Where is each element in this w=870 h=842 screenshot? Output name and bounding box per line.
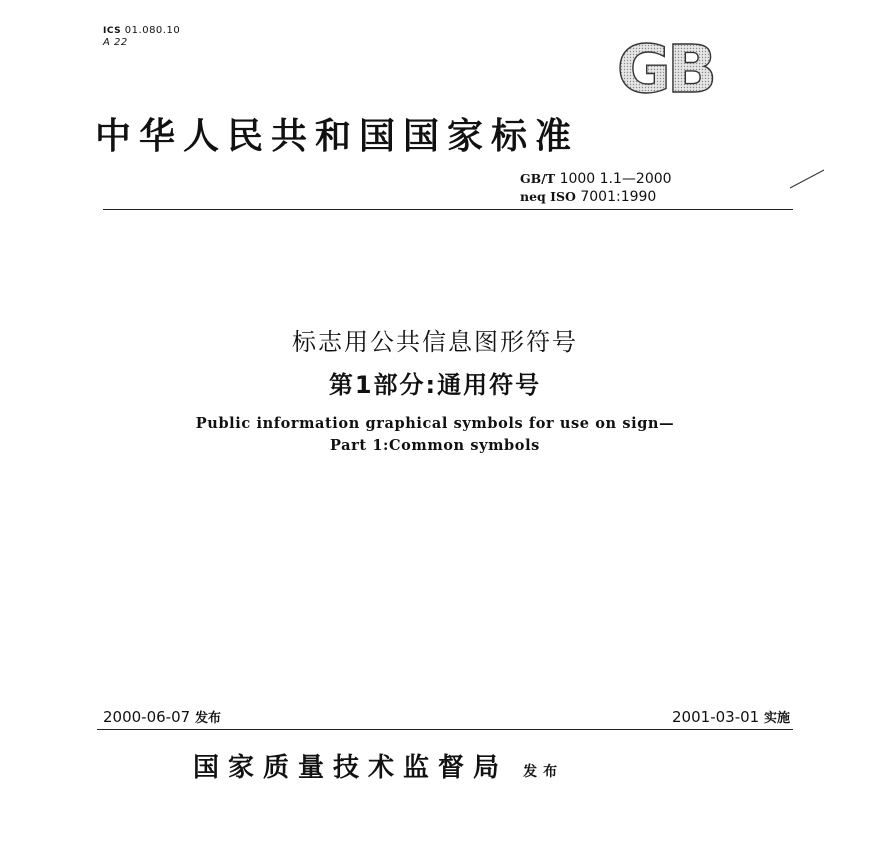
bottom-divider	[97, 729, 793, 730]
implementation-date: 2001-03-01	[672, 708, 760, 726]
title-english-line2: Part 1:Common symbols	[330, 437, 540, 454]
equivalence-line	[520, 188, 672, 206]
ics-label: ICS	[103, 26, 122, 36]
issue-label: 发布	[194, 711, 221, 726]
issue-date-block	[103, 707, 221, 726]
classification-codes	[103, 25, 180, 49]
implementation-date-block	[672, 707, 790, 726]
standard-number: 1000 1.1—2000	[559, 171, 672, 187]
equivalence-standard: 7001:1990	[580, 189, 657, 205]
country-standard-title: 中华人民共和国国家标准	[95, 115, 580, 157]
authority-action: 发布	[523, 764, 564, 780]
standard-number-block	[520, 170, 672, 206]
gb-logo	[590, 38, 740, 98]
ics-code: 01.080.10	[124, 25, 181, 36]
authority-name: 国家质量技术监督局	[193, 753, 509, 783]
implementation-label: 实施	[763, 711, 790, 726]
title-english-line1: Public information graphical symbols for use on sign—	[195, 415, 675, 432]
standard-number-prefix: GB/T	[520, 171, 556, 186]
title-chinese-line2: 第1部分:通用符号	[328, 371, 542, 399]
slash-mark	[788, 168, 828, 190]
equivalence-prefix: neq ISO	[520, 189, 576, 204]
title-chinese-line1: 标志用公共信息图形符号	[292, 328, 578, 356]
ics-line	[103, 25, 180, 37]
gb-logo-text: GB	[616, 38, 714, 98]
ccs-code: A 22	[103, 37, 128, 48]
standard-number-line	[520, 170, 672, 188]
top-divider	[103, 209, 793, 210]
issuing-authority	[193, 747, 563, 784]
issue-date: 2000-06-07	[103, 708, 191, 726]
